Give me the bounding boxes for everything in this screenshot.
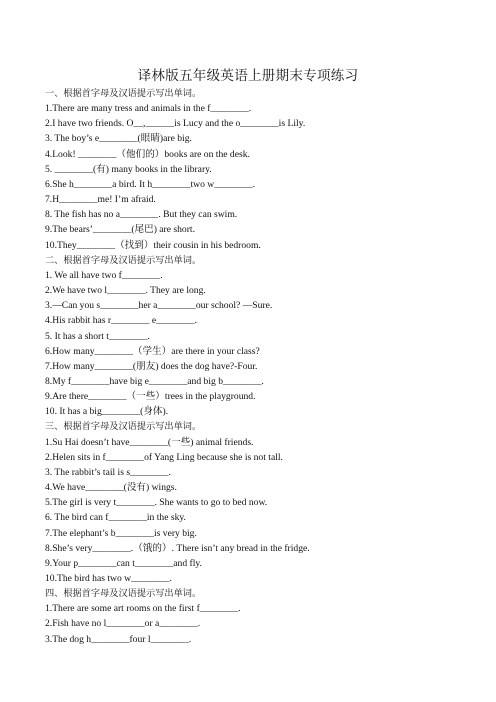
question-line: 4.His rabbit has r________ e________.: [45, 315, 197, 327]
page-title: 译林版五年级英语上册期末专项练习: [137, 68, 359, 84]
question-line: 10.The bird has two w________.: [45, 573, 172, 584]
question-line: 2.Fish have no l________or a________.: [45, 618, 201, 630]
question-line: 10.They________（找到）their cousin in his bedroom.: [45, 239, 261, 251]
question-line: 2.We have two l________. They are long.: [45, 285, 206, 297]
question-line: 5. It has a short t________.: [45, 330, 150, 342]
question-line: 4.Look! ________（他们的）books are on the desk.: [45, 148, 250, 160]
section-1: [45, 86, 465, 253]
question-line: 9.Are there________（一些）trees in the playground.: [45, 391, 256, 403]
question-line: 1. We all have two f________.: [45, 269, 163, 281]
question-line: 7.How many________(朋友) does the dog have?-Four.: [45, 360, 258, 372]
question-line: 7.H________me! I’m afraid.: [45, 194, 156, 206]
section-heading: 一、根据首字母及汉语提示写出单词。: [45, 88, 202, 99]
question-line: 9.The bears’________(尾巴) are short.: [45, 224, 195, 236]
question-line: 10. It has a big________(身体).: [45, 406, 169, 418]
question-line: 1.There are some art rooms on the first f________.: [45, 603, 241, 615]
question-line: 3. The rabbit’s tail is s________.: [45, 466, 171, 478]
question-line: 3.The dog h________four l________.: [45, 633, 192, 645]
section-heading: 四、根据首字母及汉语提示写出单词。: [45, 588, 202, 600]
question-line: 1.There are many tress and animals in the f________.: [45, 103, 252, 115]
section-heading: 二、根据首字母及汉语提示写出单词。: [45, 254, 202, 266]
section-4: [45, 586, 465, 647]
question-line: 5.The girl is very t________. She wants to go to bed now.: [45, 497, 268, 509]
exercise-content: [45, 86, 465, 647]
question-line: 7.The elephant’s b________is very big.: [45, 527, 197, 539]
question-line: 5. ________(有) many books in the library.: [45, 163, 212, 175]
question-line: 8.My f________have big e________and big b________.: [45, 375, 264, 387]
question-line: 6.She h________a bird. It h________two w________.: [45, 178, 255, 190]
question-line: 8.She’s very________.（饿的）. There isn’t any bread in the fridge.: [45, 542, 310, 554]
question-line: 6.How many________（学生）are there in your class?: [45, 345, 260, 357]
question-line: 2.I have two friends. O__,______is Lucy and the o________is Lily.: [45, 118, 306, 130]
section-2: [45, 253, 465, 420]
question-line: 4.We have________(没有) wings.: [45, 482, 177, 494]
section-heading: 三、根据首字母及汉语提示写出单词。: [45, 421, 202, 433]
section-3: [45, 419, 465, 586]
question-line: 3. The boy’s e________(眼睛)are big.: [45, 133, 192, 145]
question-line: 2.Helen sits in f________of Yang Ling because she is not tall.: [45, 451, 283, 463]
question-line: 3.—Can you s________her a________our school? —Sure.: [45, 300, 273, 312]
question-line: 6. The bird can f________in the sky.: [45, 512, 186, 524]
question-line: 8. The fish has no a________. But they can swim.: [45, 209, 238, 221]
question-line: 9.Your p________can t________and fly.: [45, 557, 202, 569]
question-line: 1.Su Hai doesn’t have________(一些) animal friends.: [45, 436, 254, 448]
